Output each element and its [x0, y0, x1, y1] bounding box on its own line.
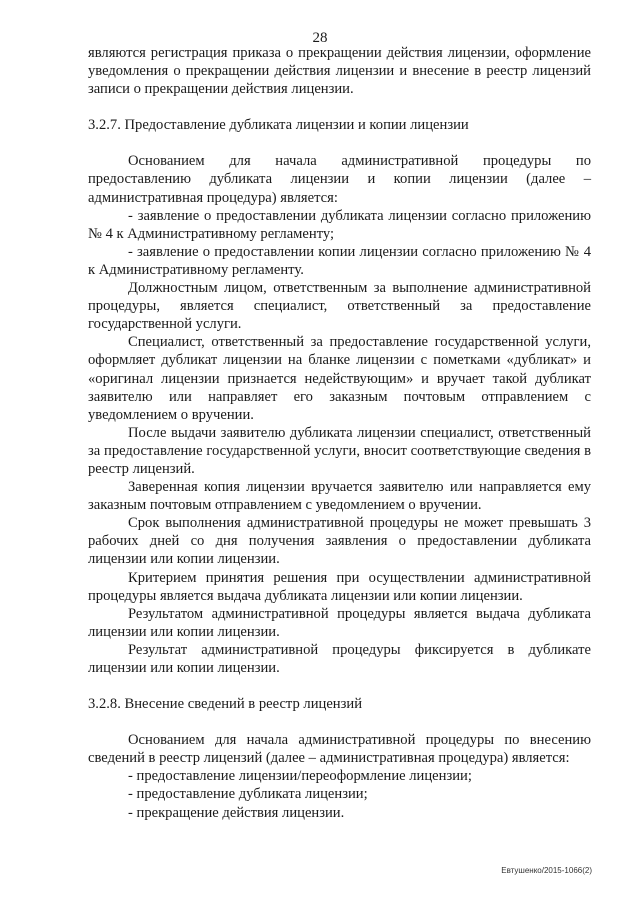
section-heading-3-2-7: 3.2.7. Предоставление дубликата лицензии и копии лицензии [88, 117, 469, 134]
paragraph: Основанием для начала административной процедуры по внесению сведений в реестр лицензий (далее – административная процедура) является: [88, 732, 591, 767]
paragraph: Критерием принятия решения при осуществлении административной процедуры является выдача дубликата лицензии или копии лицензии. [88, 569, 591, 604]
document-body [88, 44, 591, 822]
paragraph: Результат административной процедуры фиксируется в дубликате лицензии или копии лицензии. [88, 641, 591, 676]
list-item: - заявление о предоставлении копии лицензии согласно приложению № 4 к Административному регламенту. [88, 243, 591, 278]
paragraph: Специалист, ответственный за предоставление государственной услуги, оформляет дубликат лицензии на бланке лицензии с пометками «дубликат» и «оригинал лицензии признается недействующим» и вручает такой дубликат заявителю или направляет его заказным почтовым отправлением с уведомлением о вручении. [88, 334, 591, 423]
paragraph: Срок выполнения административной процедуры не может превышать 3 рабочих дней со дня получения заявления о предоставлении дубликата лицензии или копии лицензии. [88, 515, 591, 568]
list-item: - предоставление лицензии/переоформление лицензии; [128, 768, 472, 785]
list-item: - прекращение действия лицензии. [128, 804, 345, 821]
list-item: - предоставление дубликата лицензии; [128, 786, 368, 803]
page-number: 28 [312, 30, 328, 46]
paragraph: После выдачи заявителю дубликата лицензии специалист, ответственный за предоставление государственной услуги, вносит соответствующие сведения в реестр лицензий. [88, 424, 591, 477]
section-heading-3-2-8: 3.2.8. Внесение сведений в реестр лицензий [88, 696, 363, 713]
paragraph: Результатом административной процедуры является выдача дубликата лицензии или копии лицензии. [88, 605, 591, 640]
paragraph: Основанием для начала административной процедуры по предоставлению дубликата лицензии и копии лицензии (далее – административная процедура) является: [88, 153, 591, 206]
paragraph: Должностным лицом, ответственным за выполнение административной процедуры, является специалист, ответственный за предоставление государственной услуги. [88, 280, 591, 333]
paragraph: Заверенная копия лицензии вручается заявителю или направляется ему заказным почтовым отправлением с уведомлением о вручении. [88, 479, 591, 514]
footer-reference: Евтушенко/2015-1066(2) [501, 866, 592, 875]
top-paragraph: являются регистрация приказа о прекращении действия лицензии, оформление уведомления о прекращении действия лицензии и внесение в реестр лицензий записи о прекращении действия лицензии. [88, 45, 591, 98]
list-item: - заявление о предоставлении дубликата лицензии согласно приложению № 4 к Административному регламенту; [88, 207, 591, 242]
